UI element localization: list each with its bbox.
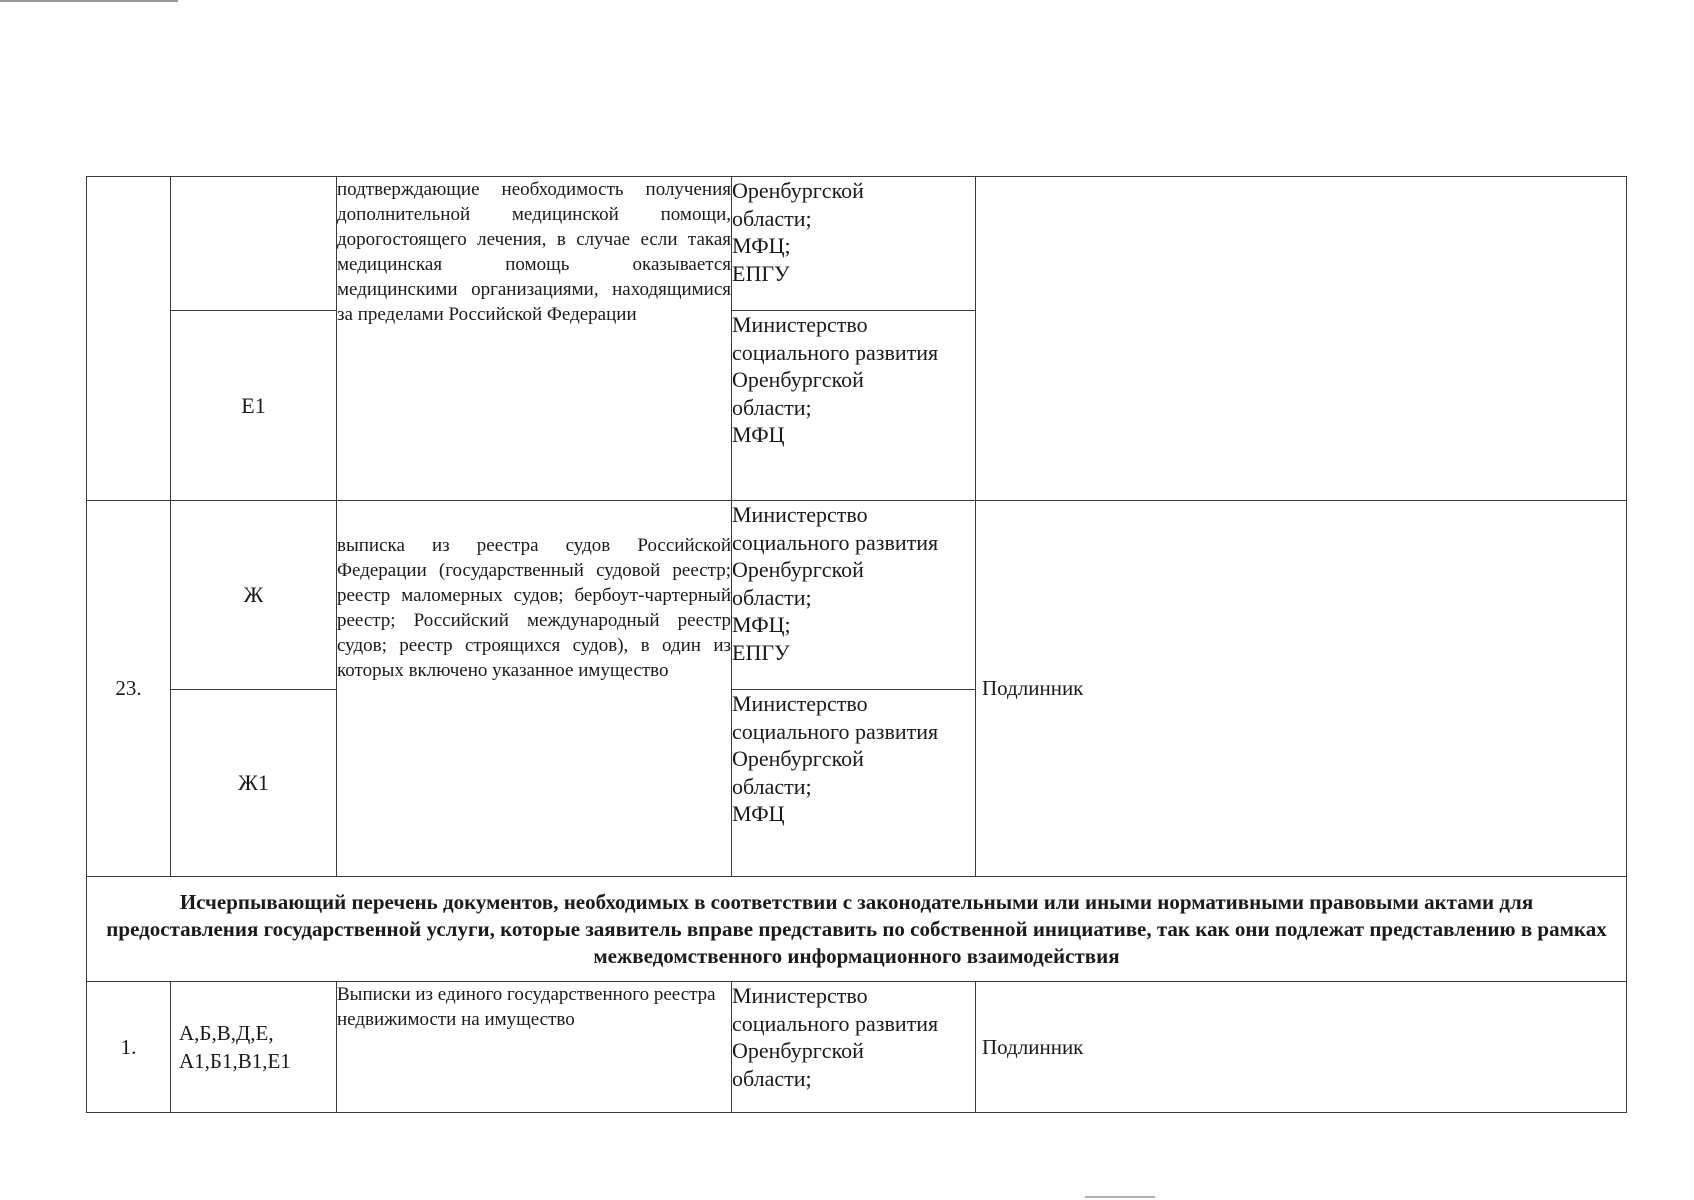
organization-cell: Министерство социального развития Оренбургской области; МФЦ; ЕПГУ: [732, 501, 976, 690]
document-form-cell: [976, 177, 1627, 501]
table-row: [87, 982, 1627, 1113]
code-cell: Е1: [171, 311, 337, 501]
table-row: [87, 877, 1627, 982]
document-description: Выписки из единого государственного реестра недвижимости на имущество: [337, 982, 732, 1113]
table-row: [87, 177, 1627, 311]
row-number: 1.: [87, 982, 171, 1113]
section-heading: Исчерпывающий перечень документов, необходимых в соответствии с законодательными или иными нормативными правовыми актами для предоставления государственной услуги, которые заявитель вправе представить по собственной инициативе, так как они подлежат представлению в рамках межведомственного информационного взаимодействия: [87, 877, 1627, 982]
row-number: 23.: [87, 501, 171, 877]
organization-cell: Министерство социального развития Оренбургской области; МФЦ: [732, 311, 976, 501]
document-form: Подлинник: [976, 501, 1627, 877]
codes-cell: А,Б,В,Д,Е, А1,Б1,В1,Е1: [171, 982, 337, 1113]
row-number-cell: [87, 177, 171, 501]
code-cell: [171, 177, 337, 311]
scan-edge-mark: [0, 0, 178, 2]
organization-cell: Оренбургской области; МФЦ; ЕПГУ: [732, 177, 976, 311]
organization-cell: Министерство социального развития Оренбургской области;: [732, 982, 976, 1113]
document-description: подтверждающие необходимость получения дополнительной медицинской помощи, дорогостоящего лечения, в случае если такая медицинская помощь оказывается медицинскими организациями, находящимися за пределами Российской Федерации: [337, 177, 732, 501]
document-description: выписка из реестра судов Российской Федерации (государственный судовой реестр; реестр маломерных судов; бербоут-чартерный реестр; Российский международный реестр судов; реестр строящихся судов), в один из которых включено указанное имущество: [337, 501, 732, 877]
scan-edge-mark: [1085, 1196, 1155, 1198]
code-cell: Ж1: [171, 690, 337, 877]
code-cell: Ж: [171, 501, 337, 690]
table-row: [87, 501, 1627, 690]
organization-cell: Министерство социального развития Оренбургской области; МФЦ: [732, 690, 976, 877]
document-form: Подлинник: [976, 982, 1627, 1113]
documents-table: [86, 176, 1627, 1113]
